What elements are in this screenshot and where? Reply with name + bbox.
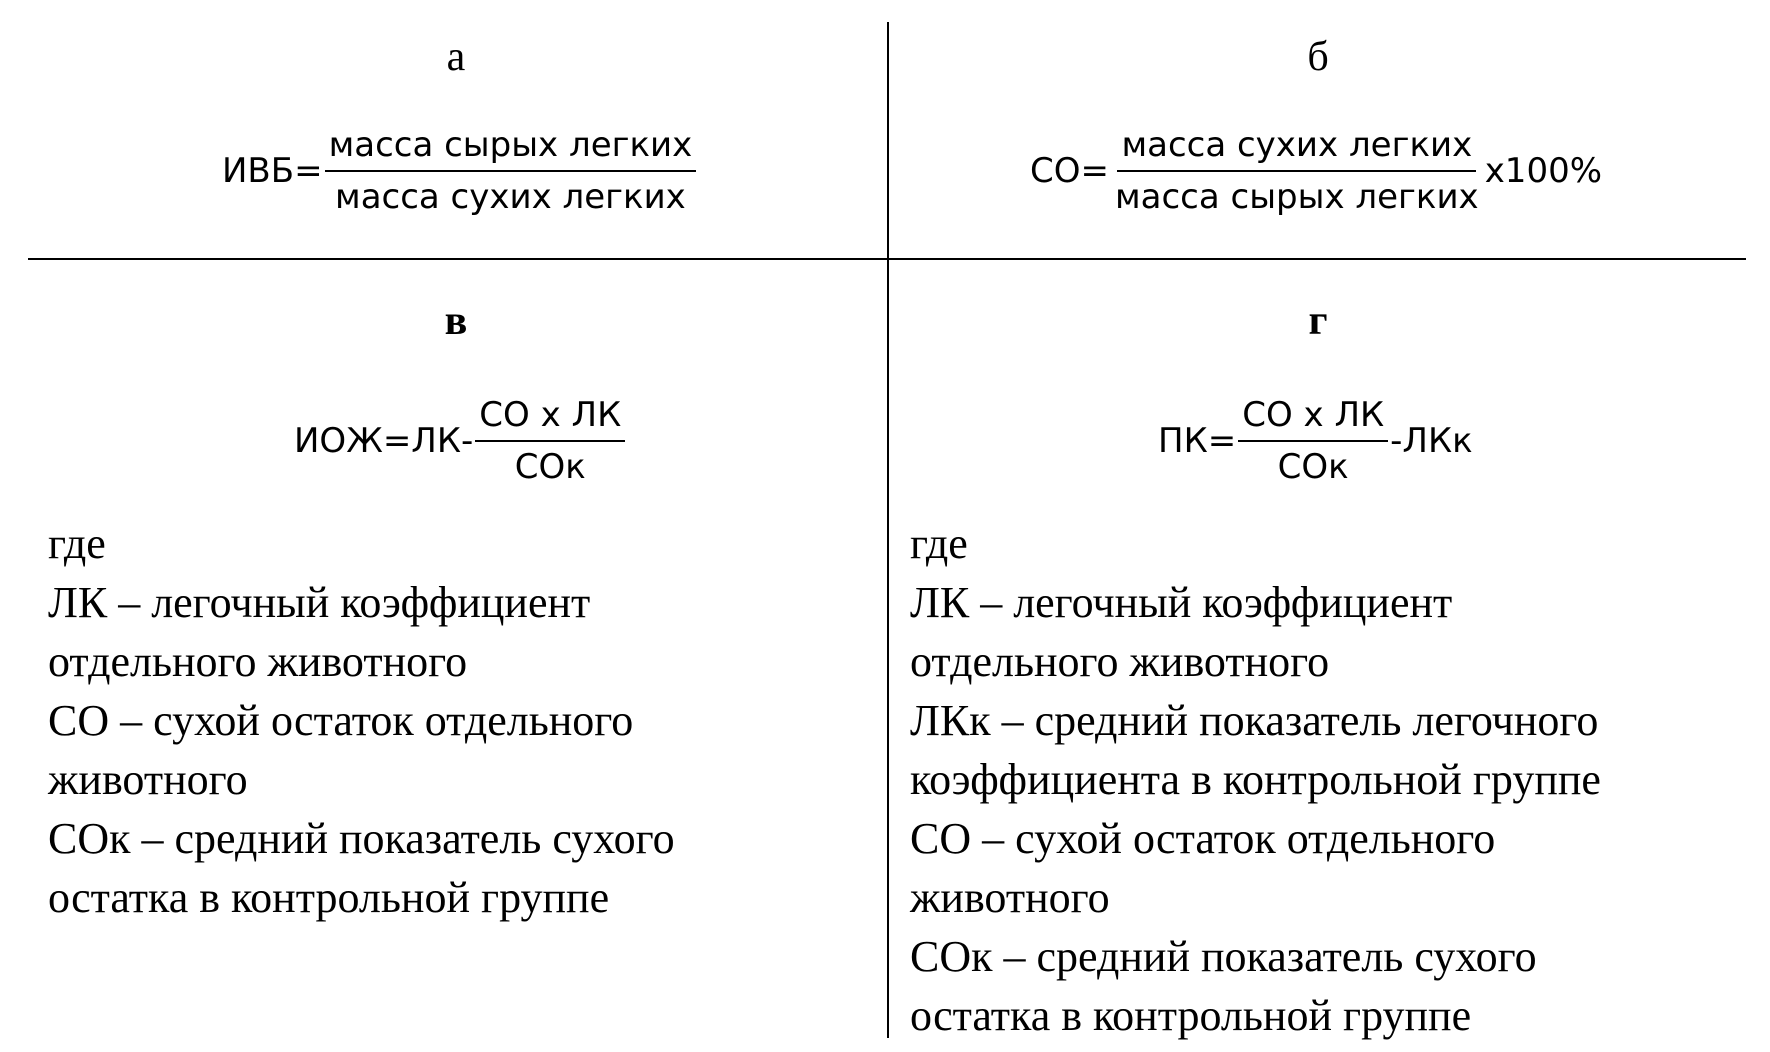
legend-g-line: коэффициента в контрольной группе [910,755,1601,804]
formula-pk-lhs: ПК= [1158,421,1237,461]
legend-v-line: где [48,519,106,568]
formula-so-fraction [1111,125,1483,217]
formula-iozh-numerator: СО х ЛК [475,398,625,442]
legend-g [910,514,1601,1045]
cell-a-letter: а [446,34,466,80]
legend-g-line: остатка в контрольной группе [910,991,1472,1040]
formula-iozh [294,395,627,487]
formula-pk-suffix: -ЛКк [1390,421,1473,461]
formula-pk-fraction [1238,395,1388,487]
legend-g-line: животного [910,873,1110,922]
formula-iozh-denominator: СОк [514,447,586,487]
legend-g-line: СО – сухой остаток отдельного [910,814,1496,863]
legend-v-line: СО – сухой остаток отдельного [48,696,634,745]
legend-v-line: СОк – средний показатель сухого [48,814,675,863]
formula-ivb-fraction [325,125,697,217]
formula-so-denominator: масса сырых легких [1115,177,1479,217]
formula-ivb-lhs: ИВБ= [222,151,323,191]
legend-v-line: остатка в контрольной группе [48,873,610,922]
legend-g-line: ЛК – легочный коэффициент [910,578,1453,627]
legend-v-line: животного [48,755,248,804]
legend-g-line: СОк – средний показатель сухого [910,932,1537,981]
legend-g-line: отдельного животного [910,637,1330,686]
legend-v-line: отдельного животного [48,637,468,686]
formula-ivb [222,125,698,217]
cell-g-letter: г [1308,298,1328,344]
legend-v-line: ЛК – легочный коэффициент [48,578,591,627]
formula-ivb-denominator: масса сухих легких [335,177,686,217]
formula-iozh-fraction [475,395,625,487]
legend-g-line: ЛКк – средний показатель легочного [910,696,1599,745]
formula-so [1030,125,1603,217]
formula-ivb-numerator: масса сырых легких [325,128,697,172]
formula-iozh-lhs: ИОЖ=ЛК- [294,421,474,461]
cell-v-letter: в [444,298,468,344]
legend-v [48,514,675,927]
cell-b-letter: б [1307,34,1329,80]
horizontal-divider [28,258,1746,260]
formula-pk-numerator: СО х ЛК [1238,398,1388,442]
formula-so-numerator: масса сухих легких [1117,128,1476,172]
formula-so-lhs: СО= [1030,151,1109,191]
legend-g-line: где [910,519,968,568]
formula-so-suffix: х100% [1484,151,1603,191]
vertical-divider [887,22,889,1038]
formula-pk [1158,395,1473,487]
formula-pk-denominator: СОк [1277,447,1349,487]
